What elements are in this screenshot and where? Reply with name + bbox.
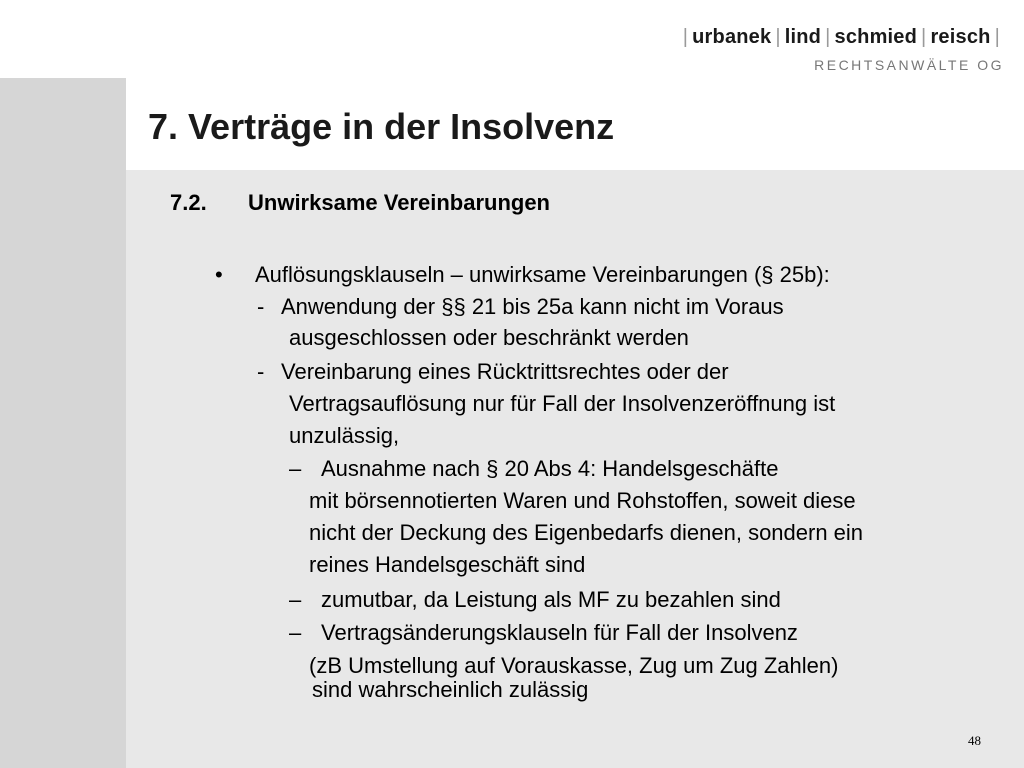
hyphen-icon: -: [257, 294, 265, 319]
slide-title: 7. Verträge in der Insolvenz: [148, 106, 615, 147]
firm-logo: [679, 26, 1004, 73]
bullet-text: Auflösungsklauseln – unwirksame Vereinbarungen (§ 25b):: [255, 262, 830, 287]
logo-separator: |: [921, 26, 927, 48]
sub-item-text: Vereinbarung eines Rücktrittsrechtes oder der: [281, 359, 729, 384]
hyphen-icon: -: [257, 359, 265, 384]
sub-item: [257, 294, 784, 320]
logo-separator: |: [775, 26, 781, 48]
sub-item: [257, 359, 729, 385]
dash-item-continuation: (zB Umstellung auf Vorauskasse, Zug um Zug Zahlen): [309, 653, 839, 678]
dash-item-text: Ausnahme nach § 20 Abs 4: Handelsgeschäfte: [321, 456, 779, 481]
logo-name-schmied: schmied: [834, 26, 918, 48]
sub-item-continuation: Vertragsauflösung nur für Fall der Insolvenzeröffnung ist: [289, 391, 836, 416]
logo-separator: |: [994, 26, 1000, 48]
section-heading: [170, 190, 550, 216]
sub-item-continuation: unzulässig,: [289, 423, 400, 448]
sub-item-text: Anwendung der §§ 21 bis 25a kann nicht im Voraus: [281, 294, 784, 319]
section-title: Unwirksame Vereinbarungen: [248, 190, 550, 215]
logo-name-urbanek: urbanek: [692, 26, 772, 48]
logo-separator: |: [682, 26, 689, 48]
dash-item-continuation: mit börsennotierten Waren und Rohstoffen, soweit diese: [309, 488, 856, 513]
dash-item-continuation: reines Handelsgeschäft sind: [309, 552, 586, 577]
sub-item-continuation: ausgeschlossen oder beschränkt werden: [289, 325, 689, 350]
dash-icon: –: [289, 587, 302, 612]
left-decorative-bar: [0, 78, 126, 768]
logo-subtitle: RECHTSANWÄLTE OG: [814, 57, 1004, 73]
logo-name-lind: lind: [784, 26, 822, 48]
dash-item: [289, 587, 781, 613]
dash-icon: –: [289, 456, 302, 481]
logo-separator: |: [825, 26, 831, 48]
dash-item-continuation: sind wahrscheinlich zulässig: [312, 677, 589, 702]
dash-item: [289, 456, 778, 482]
bullet-icon: •: [215, 262, 223, 287]
logo-firm-names: [679, 26, 1004, 49]
page-number: 48: [968, 733, 981, 748]
dash-item-text: zumutbar, da Leistung als MF zu bezahlen sind: [321, 587, 781, 612]
logo-name-reisch: reisch: [930, 26, 991, 48]
dash-item-text: Vertragsänderungsklauseln für Fall der Insolvenz: [321, 620, 798, 645]
dash-item: [289, 620, 798, 646]
section-number: 7.2.: [170, 190, 207, 215]
dash-icon: –: [289, 620, 302, 645]
bullet-item: [215, 262, 830, 288]
dash-item-continuation: nicht der Deckung des Eigenbedarfs dienen, sondern ein: [309, 520, 864, 545]
